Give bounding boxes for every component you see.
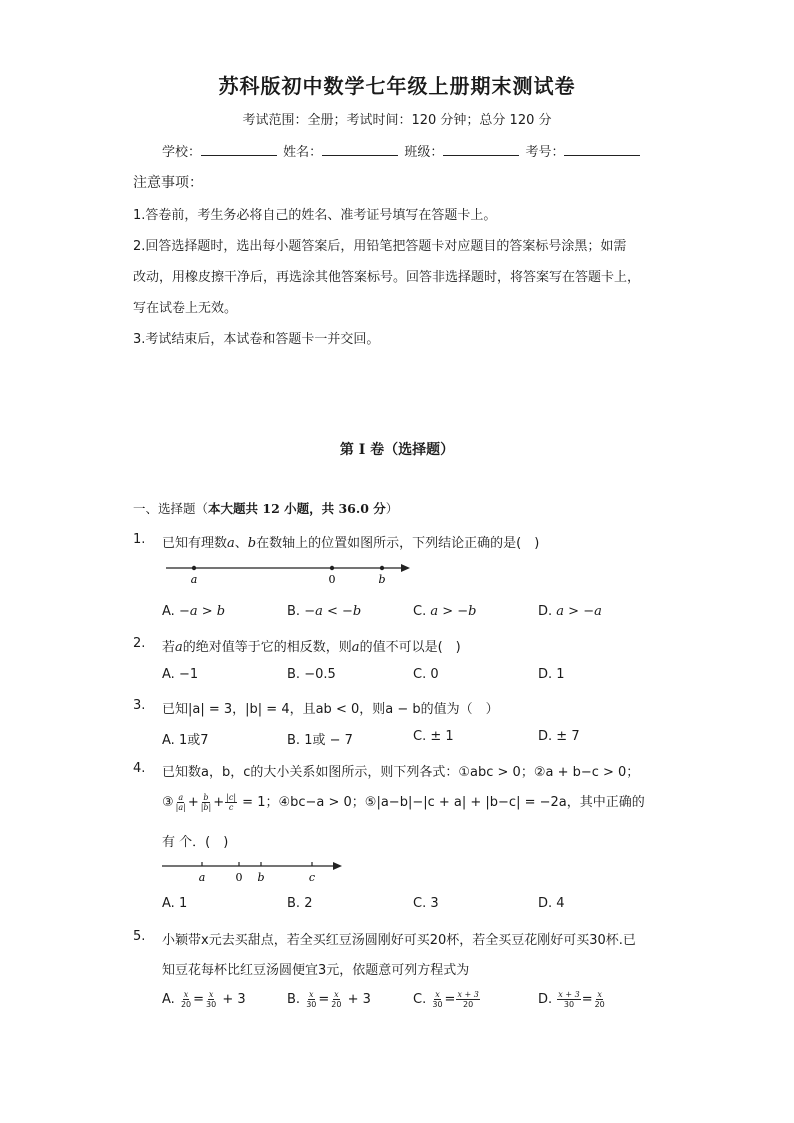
student-info-row [162,141,642,160]
option-c[interactable]: C. $\frac{x}{30}$ = $\frac{x + 3}{20}$ [413,990,479,1009]
option-c[interactable]: C. ± 1 [413,729,454,744]
question-number: 2. [133,636,146,651]
label-a: a [198,871,206,884]
notice-item: 改动，用橡皮擦干净后，再选涂其他答案标号。回答非选择题时，将答案写在答题卡上， [133,270,641,285]
fraction: $\frac{b}{|b|}$ [200,793,212,812]
point-zero [330,566,334,570]
notice-item: 写在试卷上无效。 [133,301,238,316]
option-d[interactable]: D. 1 [538,667,565,682]
name-blank [322,143,398,156]
option-d[interactable]: D. 4 [538,896,565,911]
point-a [192,566,196,570]
option-c[interactable]: C. 3 [413,896,439,911]
question-text: 若a的绝对值等于它的相反数，则a的值不可以是( ) [162,640,461,655]
option-a[interactable]: A. $\frac{x}{20}$ = $\frac{x}{30}$ + 3 [162,990,246,1009]
label-zero: 0 [328,573,336,586]
option-a[interactable]: A. −1 [162,667,199,682]
option-c[interactable]: C. a > −b [413,604,477,619]
exam-number-blank [564,143,640,156]
school-label: 学校： [162,145,202,160]
label-c: c [308,871,316,884]
question-text-line2: 知豆花每杯比红豆汤圆便宜3元，依题意可列方程式为 [162,963,470,978]
option-c[interactable]: C. 0 [413,667,439,682]
question-text: 已知有理数a、b在数轴上的位置如图所示，下列结论正确的是( ) [162,536,540,551]
point-b [380,566,384,570]
option-a[interactable]: A. 1 [162,896,188,911]
exam-subtitle: 考试范围：全册；考试时间：120 分钟；总分 120 分 [242,113,552,128]
question-text: 小颖带x元去买甜点，若全买红豆汤圆刚好可买20杯，若全买豆花刚好可买30杯.已 [162,933,636,948]
class-blank [443,143,519,156]
question-number: 1. [133,532,146,547]
question-number: 4. [133,761,146,776]
exam-number-label: 考号： [525,145,565,160]
option-a[interactable]: A. 1或7 [162,733,209,748]
notice-item: 2.回答选择题时，选出每小题答案后，用铅笔把答题卡对应题目的答案标号涂黑；如需 [133,239,627,254]
question-text-line3: 有 个．( ) [162,835,229,850]
question-text-line2: ③ $\frac{a}{|a|}$ + $\frac{b}{|b|}$ + $\frac{|c|}{c}$ = 1；④bc−a > 0；⑤|a−b|−|c + a| + |b−c| = −2a，其中正确的 [162,793,645,812]
option-d[interactable]: D. ± 7 [538,729,580,744]
option-a[interactable]: A. −a > b [162,604,226,619]
label-b: b [378,573,386,586]
notice-heading: 注意事项： [133,175,203,191]
notice-item: 3.考试结束后，本试卷和答题卡一并交回。 [133,332,380,347]
notice-item: 1.答卷前，考生务必将自己的姓名、准考证号填写在答题卡上。 [133,208,497,223]
option-b[interactable]: B. 1或 − 7 [287,733,353,748]
question-text: 已知数a，b，c的大小关系如图所示，则下列各式：①abc > 0；②a + b−c > 0； [162,765,640,780]
question-number: 3. [133,698,146,713]
option-b[interactable]: B. −a < −b [287,604,362,619]
number-line-q4 [160,858,350,890]
fraction: $\frac{|c|}{c}$ [226,793,237,812]
question-text: 已知|a| = 3，|b| = 4，且ab < 0，则a − b的值为（ ） [162,702,499,717]
section-title: 第 I 卷（选择题） [339,442,455,458]
option-d[interactable]: D. $\frac{x + 3}{30}$ = $\frac{x}{20}$ [538,990,605,1009]
number-line-q1 [160,558,420,590]
fraction: $\frac{a}{|a|}$ [175,793,186,812]
label-b: b [257,871,265,884]
label-a: a [190,573,198,586]
option-b[interactable]: B. −0.5 [287,667,336,682]
option-b[interactable]: B. $\frac{x}{30}$ = $\frac{x}{20}$ + 3 [287,990,371,1009]
exam-title: 苏科版初中数学七年级上册期末测试卷 [218,74,576,98]
option-d[interactable]: D. a > −a [538,604,602,619]
option-b[interactable]: B. 2 [287,896,313,911]
part-heading: 一、选择题（本大题共 12 小题，共 36.0 分） [133,501,399,516]
question-number: 5. [133,929,146,944]
name-label: 姓名： [283,145,323,160]
label-zero: 0 [235,871,243,884]
school-blank [201,143,277,156]
class-label: 班级： [404,145,444,160]
